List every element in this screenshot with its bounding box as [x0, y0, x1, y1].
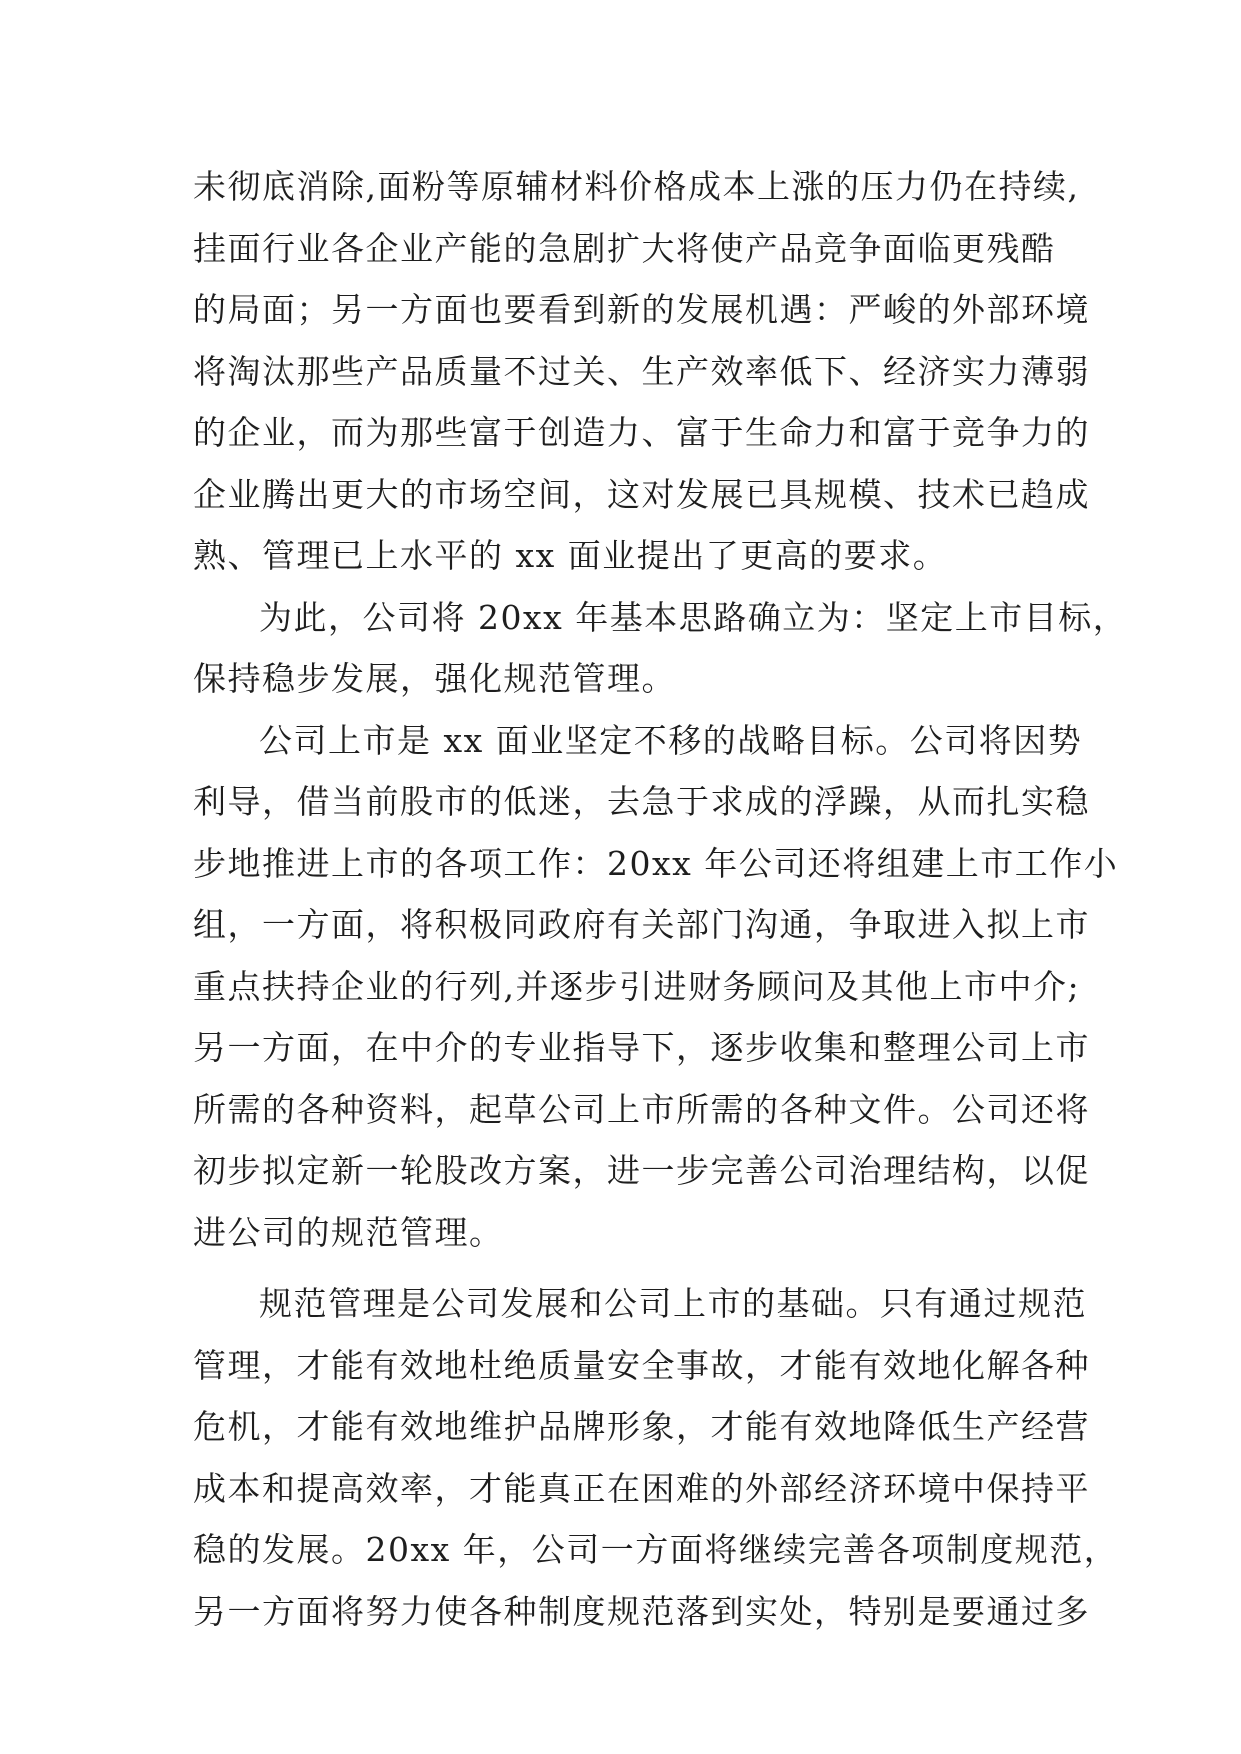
- text-line: 将淘汰那些产品质量不过关、生产效率低下、经济实力薄弱: [193, 351, 1090, 391]
- text-line: 进公司的规范管理。: [193, 1212, 504, 1252]
- text-line: 公司上市是 xx 面业坚定不移的战略目标。公司将因势: [259, 720, 1083, 760]
- text-line: 成本和提高效率，才能真正在困难的外部经济环境中保持平: [193, 1468, 1090, 1508]
- text-line: 未彻底消除,面粉等原辅材料价格成本上涨的压力仍在持续,: [193, 167, 1080, 206]
- text-line: 组，一方面，将积极同政府有关部门沟通，争取进入拟上市: [193, 905, 1090, 944]
- text-line: 另一方面将努力使各种制度规范落到实处，特别是要通过多: [193, 1591, 1090, 1631]
- paragraph-4: [193, 1273, 1119, 1642]
- paragraph-3: [193, 710, 1119, 1264]
- text-line: 规范管理是公司发展和公司上市的基础。只有通过规范: [259, 1284, 1087, 1323]
- text-line: 重点扶持企业的行列,并逐步引进财务顾问及其他上市中介;: [193, 966, 1081, 1006]
- text-line: 危机，才能有效地维护品牌形象，才能有效地降低生产经营: [193, 1407, 1090, 1446]
- text-line: 熟、管理已上水平的 xx 面业提出了更高的要求。: [193, 536, 948, 575]
- text-line: 另一方面，在中介的专业指导下，逐步收集和整理公司上市: [193, 1028, 1090, 1067]
- text-line: 利导，借当前股市的低迷，去急于求成的浮躁，从而扎实稳: [193, 782, 1090, 821]
- text-line: 保持稳步发展，强化规范管理。: [193, 659, 676, 698]
- text-line: 的企业，而为那些富于创造力、富于生命力和富于竞争力的: [193, 413, 1090, 452]
- text-line: 稳的发展。20xx 年，公司一方面将继续完善各项制度规范，: [193, 1530, 1119, 1569]
- text-line: 企业腾出更大的市场空间，这对发展已具规模、技术已趋成: [193, 474, 1090, 514]
- text-line: 管理，才能有效地杜绝质量安全事故，才能有效地化解各种: [193, 1345, 1090, 1385]
- text-line: 步地推进上市的各项工作：20xx 年公司还将组建上市工作小: [193, 843, 1119, 883]
- text-line: 挂面行业各企业产能的急剧扩大将使产品竞争面临更残酷: [193, 228, 1056, 268]
- paragraph-1: [193, 156, 1090, 587]
- text-line: 的局面；另一方面也要看到新的发展机遇：严峻的外部环境: [193, 290, 1090, 329]
- text-line: 初步拟定新一轮股改方案，进一步完善公司治理结构，以促: [193, 1151, 1090, 1190]
- text-line: 所需的各种资料，起草公司上市所需的各种文件。公司还将: [193, 1089, 1090, 1129]
- document-body: [193, 156, 1128, 1642]
- text-line: 为此，公司将 20xx 年基本思路确立为：坚定上市目标，: [259, 597, 1128, 637]
- paragraph-2: [193, 587, 1128, 710]
